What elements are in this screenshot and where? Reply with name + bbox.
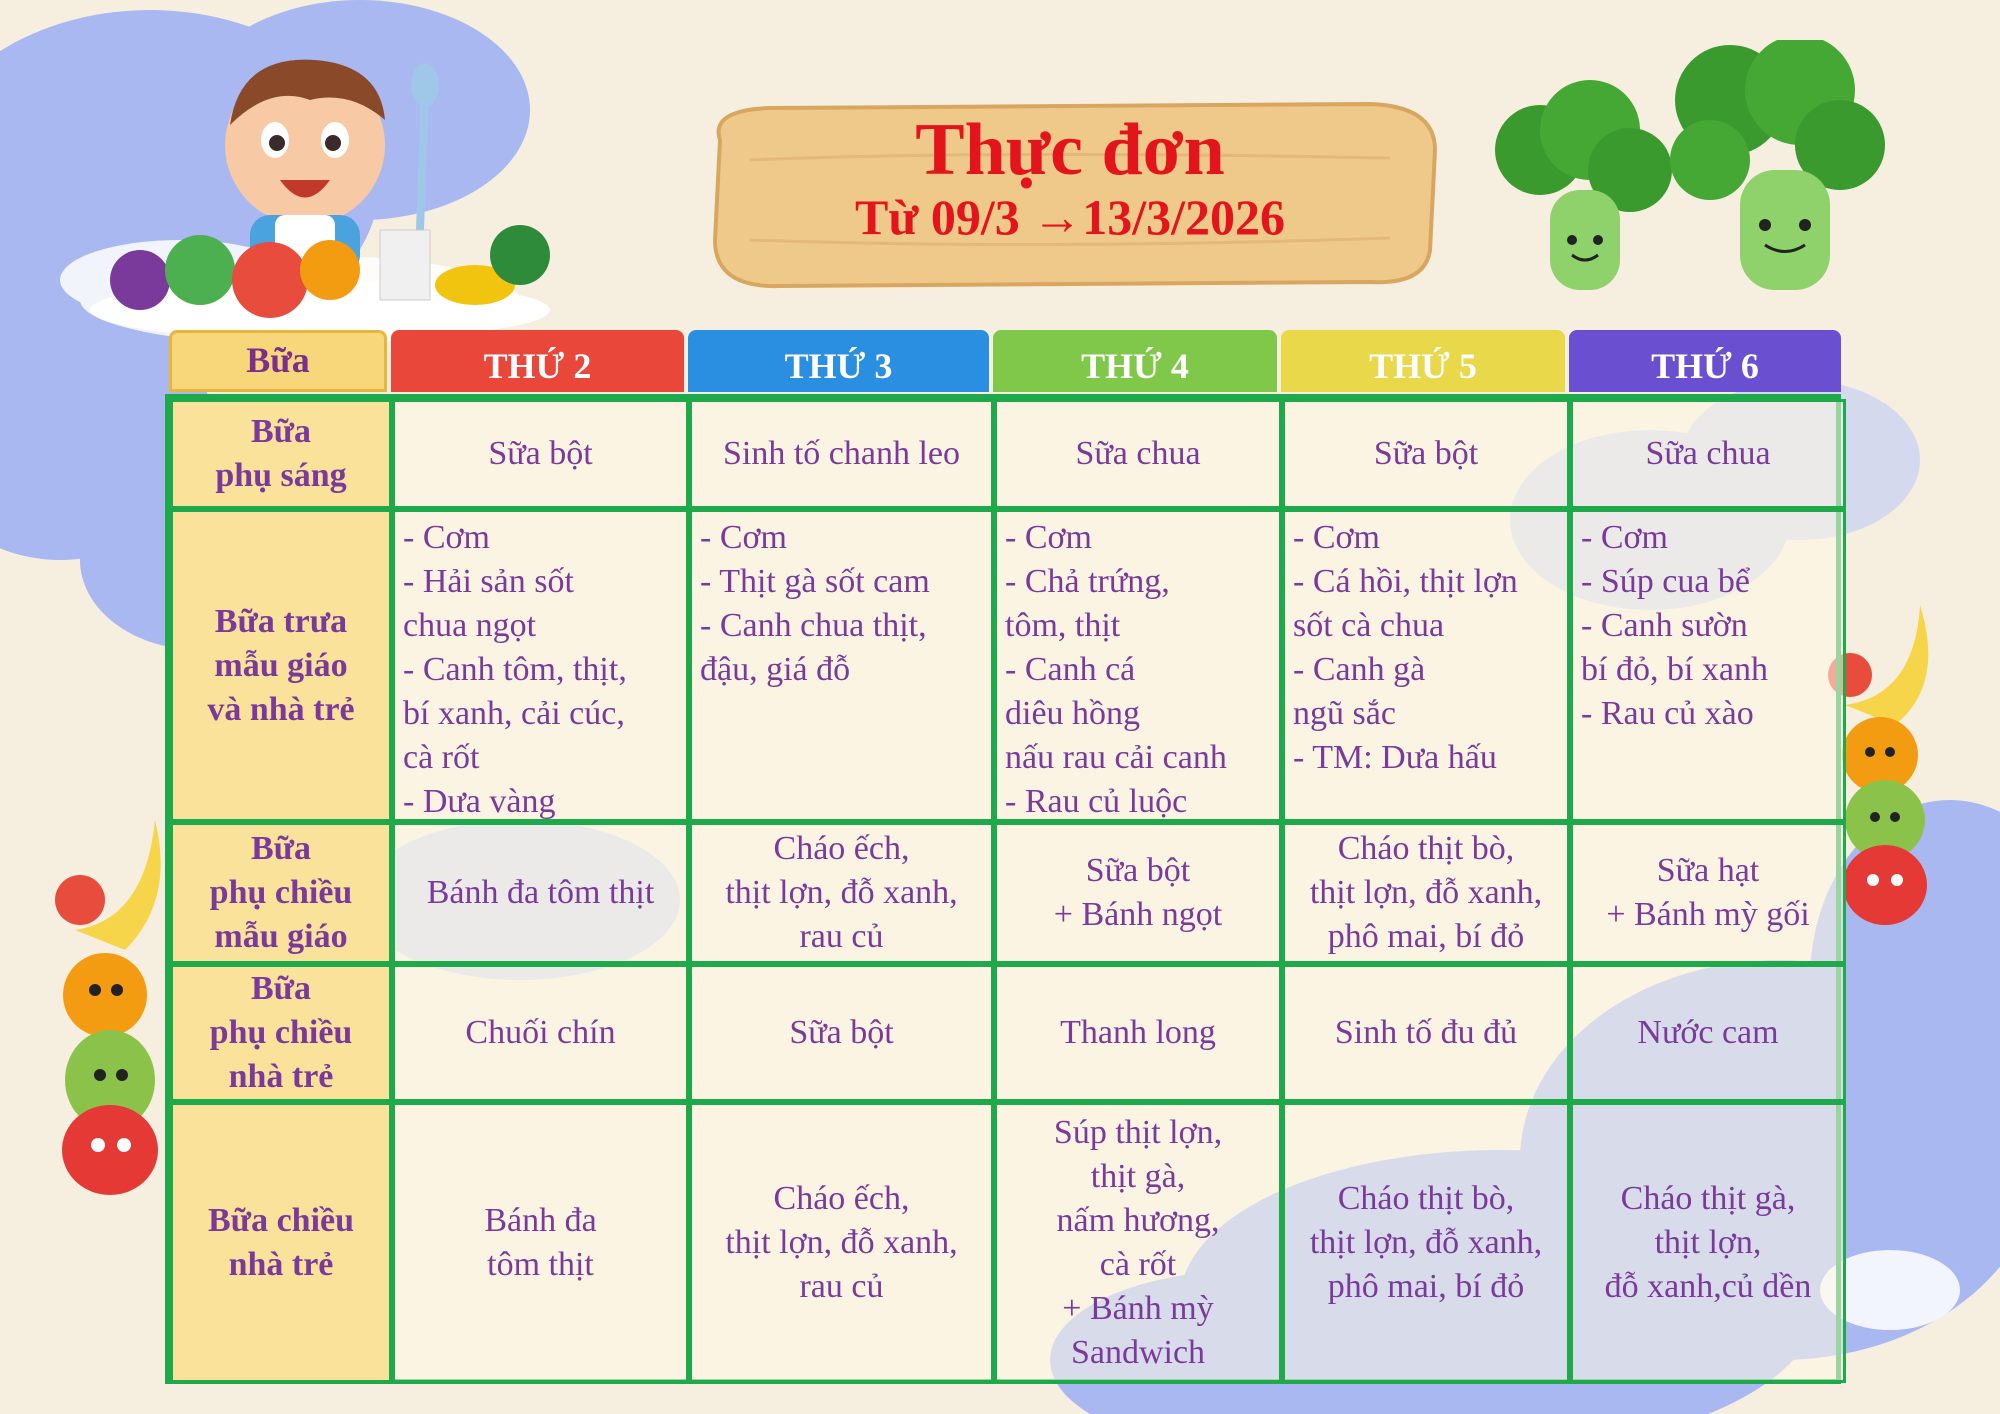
menu-cell: Sữa bột (689, 964, 994, 1102)
page-title: Thực đơn (915, 109, 1225, 191)
menu-cell: Sữa bột (1282, 399, 1570, 509)
menu-cell: Cháo thịt bò, thịt lợn, đỗ xanh, phô mai, bí đỏ (1282, 822, 1570, 964)
menu-cell: Nước cam (1570, 964, 1846, 1102)
menu-cell: Thanh long (994, 964, 1282, 1102)
menu-table (165, 330, 1841, 1384)
menu-cell: Cháo ếch, thịt lợn, đỗ xanh, rau củ (689, 1102, 994, 1383)
meal-label: Bữa phụ chiều mẫu giáo (170, 822, 392, 964)
menu-cell: Sữa chua (994, 399, 1282, 509)
menu-cell: Sữa chua (1570, 399, 1846, 509)
menu-cell: Bánh đa tôm thịt (392, 1102, 689, 1383)
menu-cell: Cháo thịt bò, thịt lợn, đỗ xanh, phô mai, bí đỏ (1282, 1102, 1570, 1383)
menu-grid (165, 394, 1841, 1384)
header-meal: Bữa (169, 330, 387, 392)
fruit-stack-left-icon (25, 800, 175, 1200)
meal-label: Bữa trưa mẫu giáo và nhà trẻ (170, 509, 392, 822)
menu-cell: Sinh tố đu đủ (1282, 964, 1570, 1102)
header-thu-5: THỨ 5 (1281, 330, 1565, 392)
meal-label: Bữa phụ chiều nhà trẻ (170, 964, 392, 1102)
menu-cell: - Cơm - Súp cua bể - Canh sườn bí đỏ, bí xanh - Rau củ xào (1570, 509, 1846, 822)
menu-cell: Sữa bột (392, 399, 689, 509)
menu-cell: - Cơm - Cá hồi, thịt lợn sốt cà chua - Canh gà ngũ sắc - TM: Dưa hấu (1282, 509, 1570, 822)
menu-cell: Sinh tố chanh leo (689, 399, 994, 509)
menu-cell: Cháo ếch, thịt lợn, đỗ xanh, rau củ (689, 822, 994, 964)
meal-label: Bữa phụ sáng (170, 399, 392, 509)
menu-cell: Bánh đa tôm thịt (392, 822, 689, 964)
menu-cell: Súp thịt lợn, thịt gà, nấm hương, cà rốt + Bánh mỳ Sandwich (994, 1102, 1282, 1383)
meal-label: Bữa chiều nhà trẻ (170, 1102, 392, 1383)
menu-cell: - Cơm - Chả trứng, tôm, thịt - Canh cá diêu hồng nấu rau cải canh - Rau củ luộc (994, 509, 1282, 822)
broccoli-mascots-icon (1460, 40, 1900, 340)
header-thu-4: THỨ 4 (993, 330, 1277, 392)
date-range: Từ 09/3 →13/3/2026 (854, 189, 1286, 245)
menu-cell: - Cơm - Thịt gà sốt cam - Canh chua thịt, đậu, giá đỗ (689, 509, 994, 822)
header-thu-3: THỨ 3 (688, 330, 989, 392)
menu-cell: Sữa hạt + Bánh mỳ gối (1570, 822, 1846, 964)
menu-cell: Sữa bột + Bánh ngọt (994, 822, 1282, 964)
child-mascot-icon (80, 30, 560, 340)
menu-cell: Cháo thịt gà, thịt lợn, đỗ xanh,củ dền (1570, 1102, 1846, 1383)
menu-cell: - Cơm - Hải sản sốt chua ngọt - Canh tôm, thịt, bí xanh, cải cúc, cà rốt - Dưa vàng (392, 509, 689, 822)
header-thu-2: THỨ 2 (391, 330, 684, 392)
menu-cell: Chuối chín (392, 964, 689, 1102)
header-thu-6: THỨ 6 (1569, 330, 1841, 392)
